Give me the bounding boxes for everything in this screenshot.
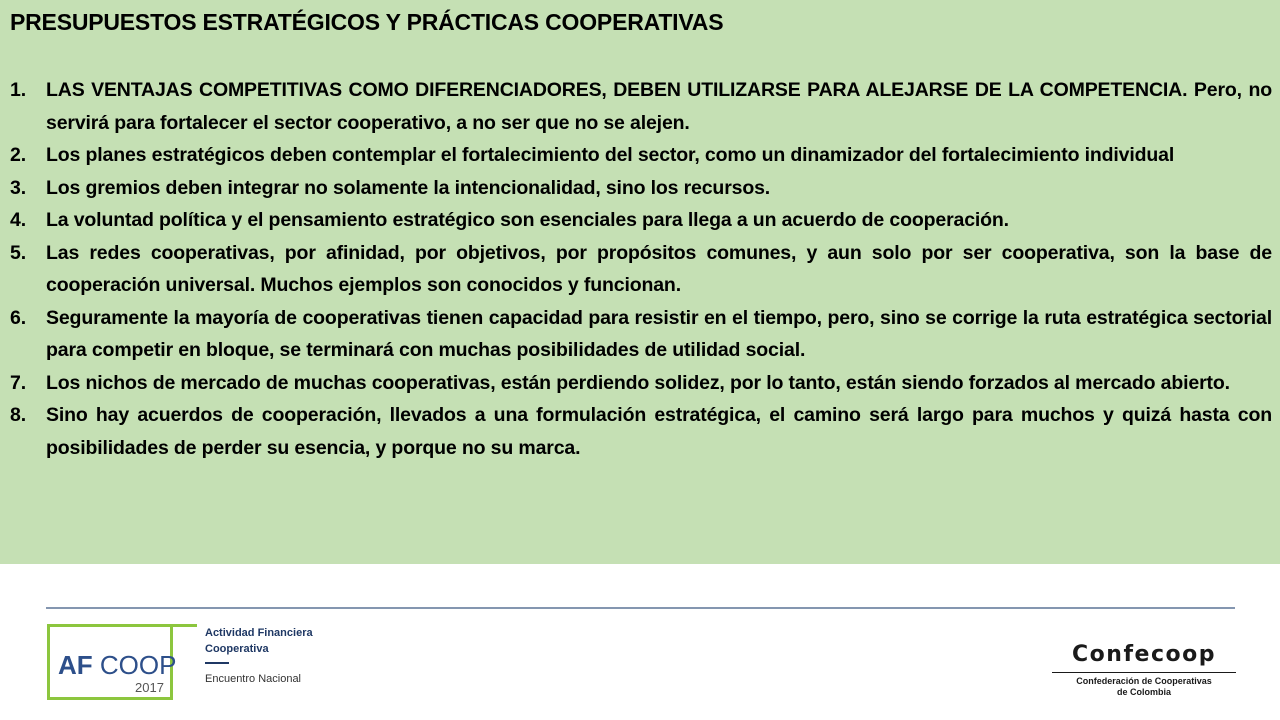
list-item-number: 4.: [10, 209, 26, 231]
list-item-text: La voluntad política y el pensamiento estratégico son esenciales para llega a un acuerdo de cooperación.: [46, 209, 1009, 231]
confecoop-subtitle-line2: de Colombia: [1116, 687, 1171, 697]
list-item-number: 2.: [10, 144, 26, 166]
list-item: [10, 139, 1272, 172]
afcoop-caption-line3: Encuentro Nacional: [205, 673, 302, 685]
afcoop-logo-coop: COOP: [99, 650, 177, 680]
afcoop-logo-year: 2017: [135, 680, 164, 695]
list-item-number: 7.: [10, 371, 26, 394]
list-item-text: LAS VENTAJAS COMPETITIVAS COMO DIFERENCIADORES, DEBEN UTILIZARSE PARA ALEJARSE DE LA COMPETENCIA. Pero, no servirá para fortalecer el sector cooperativo, a no ser que no se alejen.: [46, 79, 1272, 134]
confecoop-rule: [1052, 672, 1236, 673]
afcoop-logo-text: [58, 650, 176, 681]
afcoop-caption-line1: Actividad Financiera: [205, 627, 313, 639]
list-item-number: 5.: [10, 241, 26, 264]
list-item: [10, 399, 1272, 464]
list-item-text: Los planes estratégicos deben contemplar el fortalecimiento del sector, como un dinamizador del fortalecimiento individual: [46, 144, 1175, 166]
list-item-text: Las redes cooperativas, por afinidad, por objetivos, por propósitos comunes, y aun solo por ser cooperativa, son la base de cooperación universal. Muchos ejemplos son conocidos y funcionan.: [46, 241, 1272, 296]
confecoop-subtitle-line1: Confederación de Cooperativas: [1076, 676, 1212, 686]
afcoop-caption-line2: Cooperativa: [205, 643, 269, 655]
list-item: [10, 237, 1272, 302]
list-item: [10, 302, 1272, 367]
list-item-text: Sino hay acuerdos de cooperación, llevados a una formulación estratégica, el camino será largo para muchos y quizá hasta con posibilidades de perder su esencia, y porque no su marca.: [46, 404, 1272, 459]
footer-divider: [46, 607, 1235, 609]
list-item: [10, 367, 1272, 400]
list-item: [10, 172, 1272, 205]
list-item-number: 6.: [10, 306, 26, 329]
afcoop-caption-dash: [205, 662, 229, 664]
list-item-text: Los nichos de mercado de muchas cooperativas, están perdiendo solidez, por lo tanto, están siendo forzados al mercado abierto.: [46, 371, 1230, 394]
afcoop-logo-af: AF: [58, 650, 93, 680]
list-item-number: 8.: [10, 404, 26, 426]
list-item: [10, 204, 1272, 237]
confecoop-logo: [1052, 642, 1236, 698]
list-item-number: 3.: [10, 176, 26, 199]
list-item-text: Los gremios deben integrar no solamente la intencionalidad, sino los recursos.: [46, 176, 771, 199]
slide-title: PRESUPUESTOS ESTRATÉGICOS Y PRÁCTICAS COOPERATIVAS: [10, 9, 724, 35]
list-item: [10, 74, 1272, 139]
list-item-text: Seguramente la mayoría de cooperativas tienen capacidad para resistir en el tiempo, pero, sino se corrige la ruta estratégica sectorial para competir en bloque, se terminará con muchas posibilidades de utilidad social.: [46, 306, 1272, 361]
point-list: [10, 74, 1272, 464]
confecoop-name: Confecoop: [1072, 642, 1216, 667]
list-item-number: 1.: [10, 79, 26, 101]
afcoop-logo: [47, 624, 195, 702]
afcoop-caption: [205, 625, 313, 687]
